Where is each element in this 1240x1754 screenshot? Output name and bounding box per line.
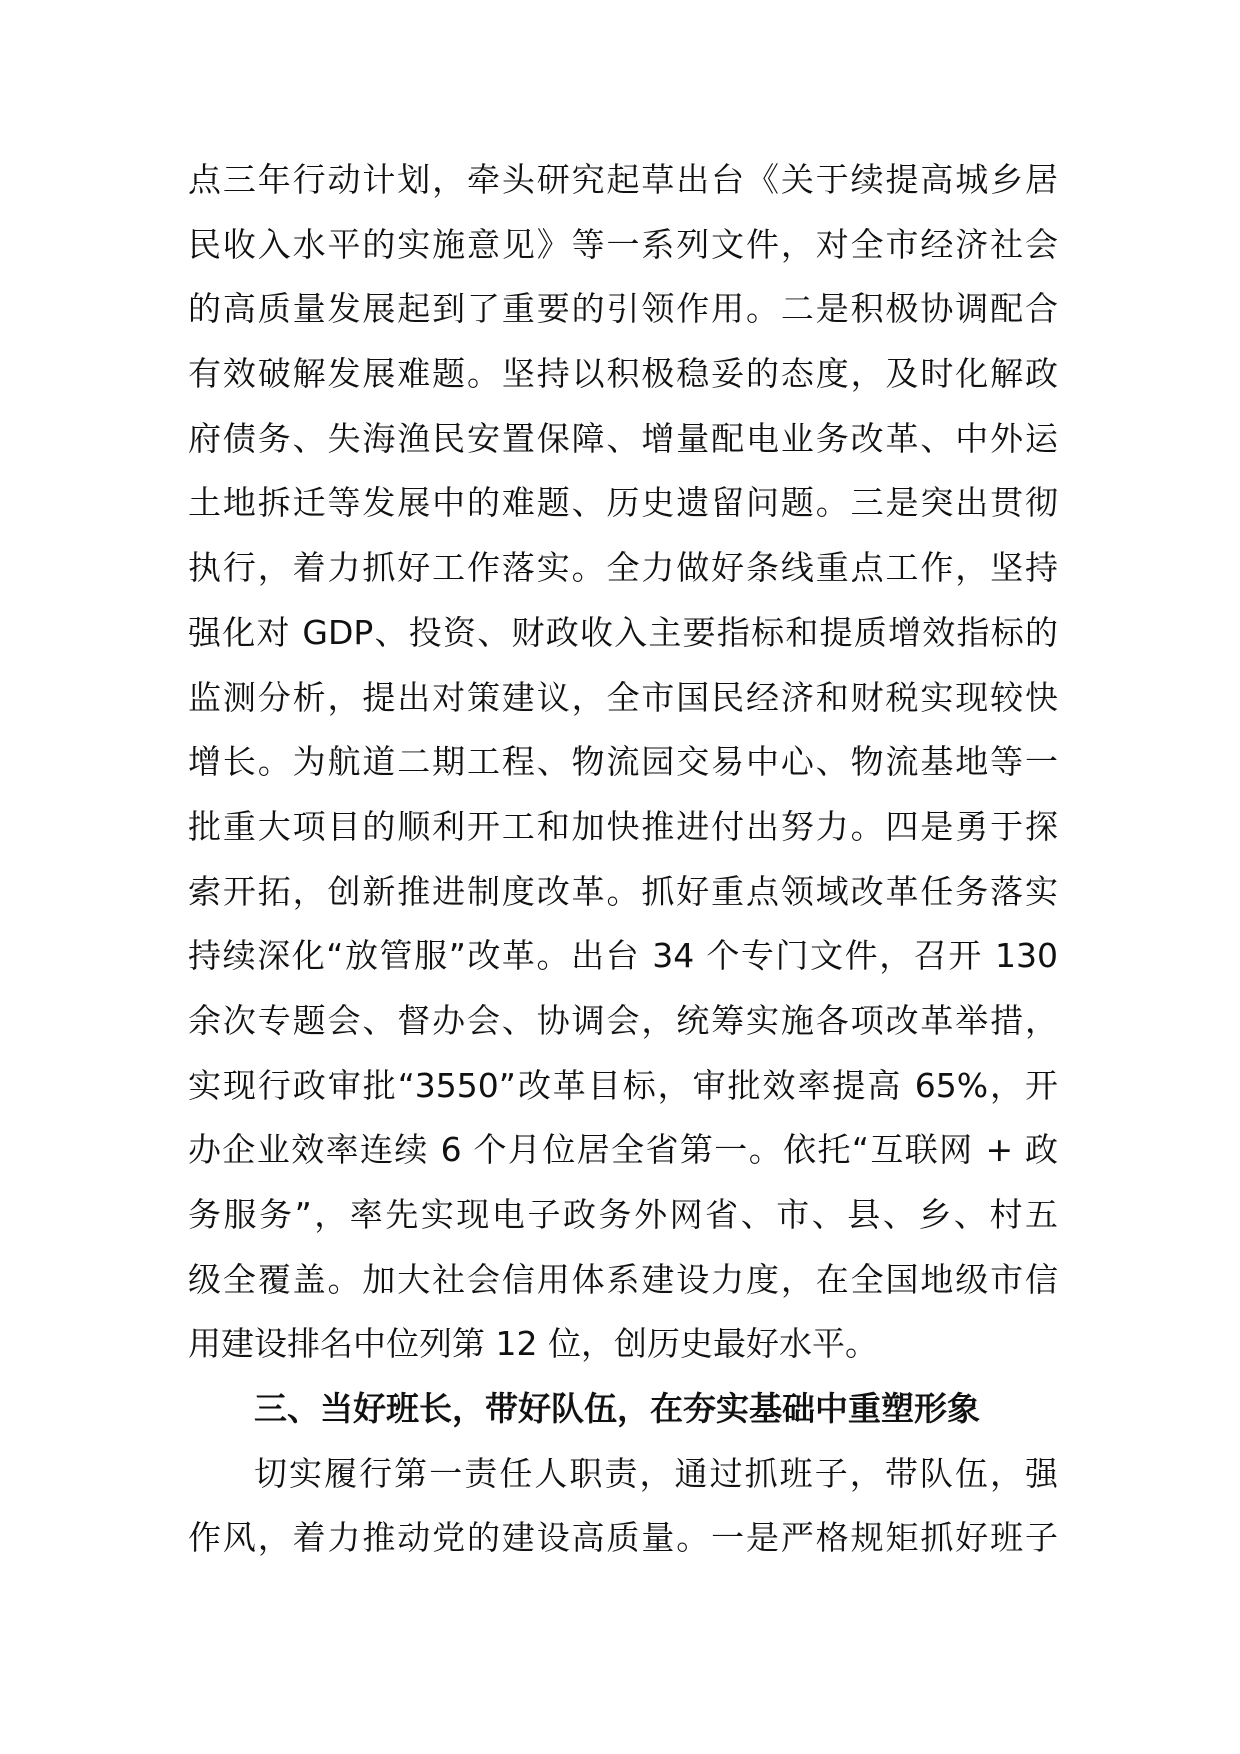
paragraph-line: 有效破解发展难题。坚持以积极稳妥的态度，及时化解政 bbox=[188, 354, 1058, 394]
paragraph-line: 土地拆迁等发展中的难题、历史遗留问题。三是突出贯彻 bbox=[188, 483, 1058, 523]
paragraph-line: 余次专题会、督办会、协调会，统筹实施各项改革举措， bbox=[188, 1000, 1058, 1040]
body-paragraph bbox=[188, 148, 1058, 1571]
paragraph-line: 府债务、失海渔民安置保障、增量配电业务改革、中外运 bbox=[188, 418, 1058, 458]
paragraph-line: 强化对 GDP、投资、财政收入主要指标和提质增效指标的 bbox=[188, 612, 1058, 652]
paragraph-line: 索开拓，创新推进制度改革。抓好重点领域改革任务落实 bbox=[188, 871, 1058, 911]
paragraph-line: 作风，着力推动党的建设高质量。一是严格规矩抓好班子 bbox=[188, 1518, 1058, 1558]
paragraph-line: 办企业效率连续 6 个月位居全省第一。依托“互联网 + 政 bbox=[188, 1130, 1058, 1170]
paragraph-line: 持续深化“放管服”改革。出台 34 个专门文件，召开 130 bbox=[188, 936, 1058, 976]
paragraph-line: 执行，着力抓好工作落实。全力做好条线重点工作，坚持 bbox=[188, 548, 1058, 588]
paragraph-line: 级全覆盖。加大社会信用体系建设力度，在全国地级市信 bbox=[188, 1259, 1058, 1299]
paragraph-line: 的高质量发展起到了重要的引领作用。二是积极协调配合 bbox=[188, 289, 1058, 329]
paragraph-line: 实现行政审批“3550”改革目标，审批效率提高 65%，开 bbox=[188, 1065, 1058, 1105]
paragraph-line: 用建设排名中位列第 12 位，创历史最好水平。 bbox=[188, 1324, 878, 1364]
paragraph-line: 民收入水平的实施意见》等一系列文件，对全市经济社会 bbox=[188, 224, 1058, 264]
section-heading: 三、当好班长，带好队伍，在夯实基础中重塑形象 bbox=[254, 1389, 980, 1429]
paragraph-line: 务服务”，率先实现电子政务外网省、市、县、乡、村五 bbox=[188, 1195, 1058, 1234]
paragraph-line: 点三年行动计划，牵头研究起草出台《关于续提高城乡居 bbox=[188, 160, 1058, 199]
paragraph-line: 切实履行第一责任人职责，通过抓班子，带队伍，强 bbox=[254, 1453, 1058, 1493]
paragraph-line: 批重大项目的顺利开工和加快推进付出努力。四是勇于探 bbox=[188, 806, 1058, 846]
paragraph-line: 增长。为航道二期工程、物流园交易中心、物流基地等一 bbox=[188, 742, 1058, 782]
paragraph-line: 监测分析，提出对策建议，全市国民经济和财税实现较快 bbox=[188, 677, 1058, 717]
